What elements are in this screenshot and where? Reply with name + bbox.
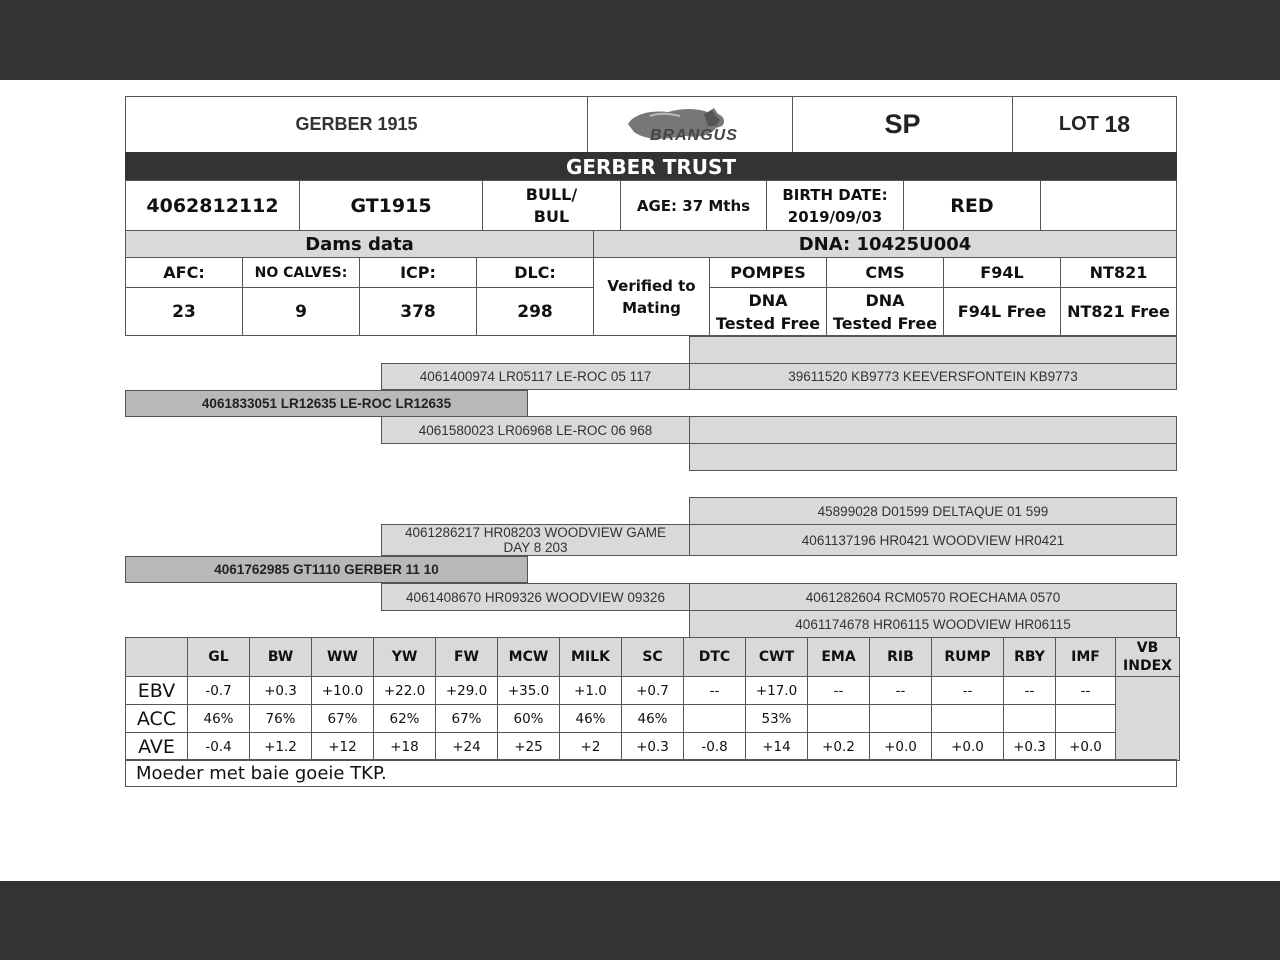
ebv-cell: --	[684, 677, 746, 705]
animal-extra	[1040, 180, 1177, 231]
calves-label: NO CALVES:	[242, 257, 360, 288]
ebv-cell	[1056, 705, 1116, 733]
dna-test-result	[709, 287, 827, 336]
ebv-cell: --	[1004, 677, 1056, 705]
ebv-cell: +0.2	[808, 733, 870, 761]
comment-note: Moeder met baie goeie TKP.	[125, 759, 1177, 787]
ebv-cell: +0.3	[250, 677, 312, 705]
dams-title: Dams data	[125, 230, 594, 258]
pedigree-sire: 4061833051 LR12635 LE-ROC LR12635	[125, 390, 528, 417]
pedigree-sss	[689, 336, 1177, 364]
ebv-header-cell: EMA	[808, 638, 870, 677]
breeder-bar: GERBER TRUST	[125, 152, 1177, 181]
animal-name: GERBER 1915	[125, 96, 588, 153]
ebv-cell: +18	[374, 733, 436, 761]
brangus-logo	[587, 96, 793, 153]
ebv-cell: -0.8	[684, 733, 746, 761]
sex-line2: BUL	[533, 206, 570, 226]
ebv-cell: +25	[498, 733, 560, 761]
icp-value: 378	[359, 287, 477, 336]
category-code: SP	[792, 96, 1013, 153]
brangus-logo-text: BRANGUS	[650, 127, 738, 144]
ebv-cell: +12	[312, 733, 374, 761]
result-line1: DNA	[865, 290, 905, 310]
ebv-cell	[870, 705, 932, 733]
ebv-cell: 53%	[746, 705, 808, 733]
ebv-cell: 60%	[498, 705, 560, 733]
ebv-cell: +24	[436, 733, 498, 761]
dlc-value: 298	[476, 287, 594, 336]
ebv-cell: 76%	[250, 705, 312, 733]
ebv-header-cell: BW	[250, 638, 312, 677]
ebv-cell	[808, 705, 870, 733]
ebv-cell: +0.0	[870, 733, 932, 761]
ebv-header-cell: SC	[622, 638, 684, 677]
pedigree-dam-sire: 4061286217 HR08203 WOODVIEW GAME DAY 8 203	[381, 524, 690, 556]
ebv-cell: +17.0	[746, 677, 808, 705]
ebv-header-cell: CWT	[746, 638, 808, 677]
dna-test-name: NT821	[1060, 257, 1177, 288]
pedigree-ssd: 39611520 KB9773 KEEVERSFONTEIN KB9773	[689, 363, 1177, 390]
ebv-row-label: ACC	[126, 705, 188, 733]
pedigree-sdd	[689, 443, 1177, 471]
sex-line1: BULL/	[525, 184, 578, 204]
pedigree-dam-dam: 4061408670 HR09326 WOODVIEW 09326	[381, 583, 690, 611]
animal-age: AGE: 37 Mths	[620, 180, 767, 231]
ebv-header-cell: MILK	[560, 638, 622, 677]
birth-date	[766, 180, 904, 231]
ebv-header-cell: IMF	[1056, 638, 1116, 677]
ebv-cell: 62%	[374, 705, 436, 733]
ebv-cell: +14	[746, 733, 808, 761]
ebv-row	[126, 677, 1180, 705]
ebv-row	[126, 733, 1180, 761]
vb-index-value	[1116, 677, 1180, 761]
ebv-cell: -0.7	[188, 677, 250, 705]
calves-value: 9	[242, 287, 360, 336]
pedigree-sire-sire: 4061400974 LR05117 LE-ROC 05 117	[381, 363, 690, 390]
top-band	[0, 0, 1280, 80]
icp-label: ICP:	[359, 257, 477, 288]
ebv-cell: +1.0	[560, 677, 622, 705]
afc-value: 23	[125, 287, 243, 336]
ebv-cell: 67%	[312, 705, 374, 733]
ebv-cell: -0.4	[188, 733, 250, 761]
ebv-row-label: AVE	[126, 733, 188, 761]
ebv-cell	[684, 705, 746, 733]
ebv-header-cell: MCW	[498, 638, 560, 677]
ebv-row	[126, 705, 1180, 733]
afc-label: AFC:	[125, 257, 243, 288]
ebv-header-cell: RBY	[1004, 638, 1056, 677]
ebv-cell: +2	[560, 733, 622, 761]
ebv-cell: +10.0	[312, 677, 374, 705]
ebv-cell: --	[1056, 677, 1116, 705]
ebv-cell: 46%	[560, 705, 622, 733]
ebv-cell: +1.2	[250, 733, 312, 761]
birth-value: 2019/09/03	[787, 207, 883, 226]
ebv-cell: +0.3	[622, 733, 684, 761]
dna-test-name: POMPES	[709, 257, 827, 288]
ebv-header-cell: RUMP	[932, 638, 1004, 677]
ebv-cell	[1004, 705, 1056, 733]
ebv-cell: --	[870, 677, 932, 705]
ebv-cell: +0.3	[1004, 733, 1056, 761]
ebv-header-cell: VB INDEX	[1116, 638, 1180, 677]
ebv-header-cell: GL	[188, 638, 250, 677]
ebv-table	[125, 637, 1180, 761]
ebv-header-cell: RIB	[870, 638, 932, 677]
dna-test-name: F94L	[943, 257, 1061, 288]
lot-number: 18	[1104, 111, 1131, 137]
ebv-cell: --	[932, 677, 1004, 705]
verified-line2: Mating	[622, 298, 681, 317]
ebv-header-cell: FW	[436, 638, 498, 677]
pedigree-dss: 45899028 D01599 DELTAQUE 01 599	[689, 497, 1177, 525]
ebv-row-label: EBV	[126, 677, 188, 705]
animal-tag: GT1915	[299, 180, 483, 231]
lot-label: LOT	[1058, 113, 1099, 135]
pedigree-ddd: 4061174678 HR06115 WOODVIEW HR06115	[689, 610, 1177, 638]
dlc-label: DLC:	[476, 257, 594, 288]
ebv-cell: +0.7	[622, 677, 684, 705]
result-line2: Tested Free	[715, 313, 821, 333]
ebv-header-cell: WW	[312, 638, 374, 677]
dna-test-name: CMS	[826, 257, 944, 288]
ebv-cell: 46%	[188, 705, 250, 733]
birth-label: BIRTH DATE:	[782, 185, 888, 204]
bottom-band	[0, 881, 1280, 960]
ebv-cell	[932, 705, 1004, 733]
ebv-cell: +35.0	[498, 677, 560, 705]
ebv-cell: --	[808, 677, 870, 705]
result-line1: DNA	[748, 290, 788, 310]
ebv-cell: 67%	[436, 705, 498, 733]
ebv-header-row	[126, 638, 1180, 677]
ebv-header-cell	[126, 638, 188, 677]
animal-id: 4062812112	[125, 180, 300, 231]
pedigree-sds	[689, 416, 1177, 444]
ebv-cell: +0.0	[1056, 733, 1116, 761]
lot-box	[1012, 96, 1177, 153]
verified-to-mating	[593, 257, 710, 336]
dna-test-result: NT821 Free	[1060, 287, 1177, 336]
ebv-header-cell: DTC	[684, 638, 746, 677]
pedigree-dds: 4061282604 RCM0570 ROECHAMA 0570	[689, 583, 1177, 611]
pedigree-dam: 4061762985 GT1110 GERBER 11 10	[125, 556, 528, 583]
dna-test-result: F94L Free	[943, 287, 1061, 336]
pedigree-dsd: 4061137196 HR0421 WOODVIEW HR0421	[689, 524, 1177, 556]
dna-title: DNA: 10425U004	[593, 230, 1177, 258]
animal-sex	[482, 180, 621, 231]
ebv-cell: +0.0	[932, 733, 1004, 761]
ebv-cell: 46%	[622, 705, 684, 733]
result-line2: Tested Free	[832, 313, 938, 333]
animal-colour: RED	[903, 180, 1041, 231]
verified-line1: Verified to	[607, 276, 696, 295]
ebv-cell: +29.0	[436, 677, 498, 705]
ebv-header-cell: YW	[374, 638, 436, 677]
dna-test-result	[826, 287, 944, 336]
pedigree-sire-dam: 4061580023 LR06968 LE-ROC 06 968	[381, 416, 690, 444]
ebv-cell: +22.0	[374, 677, 436, 705]
